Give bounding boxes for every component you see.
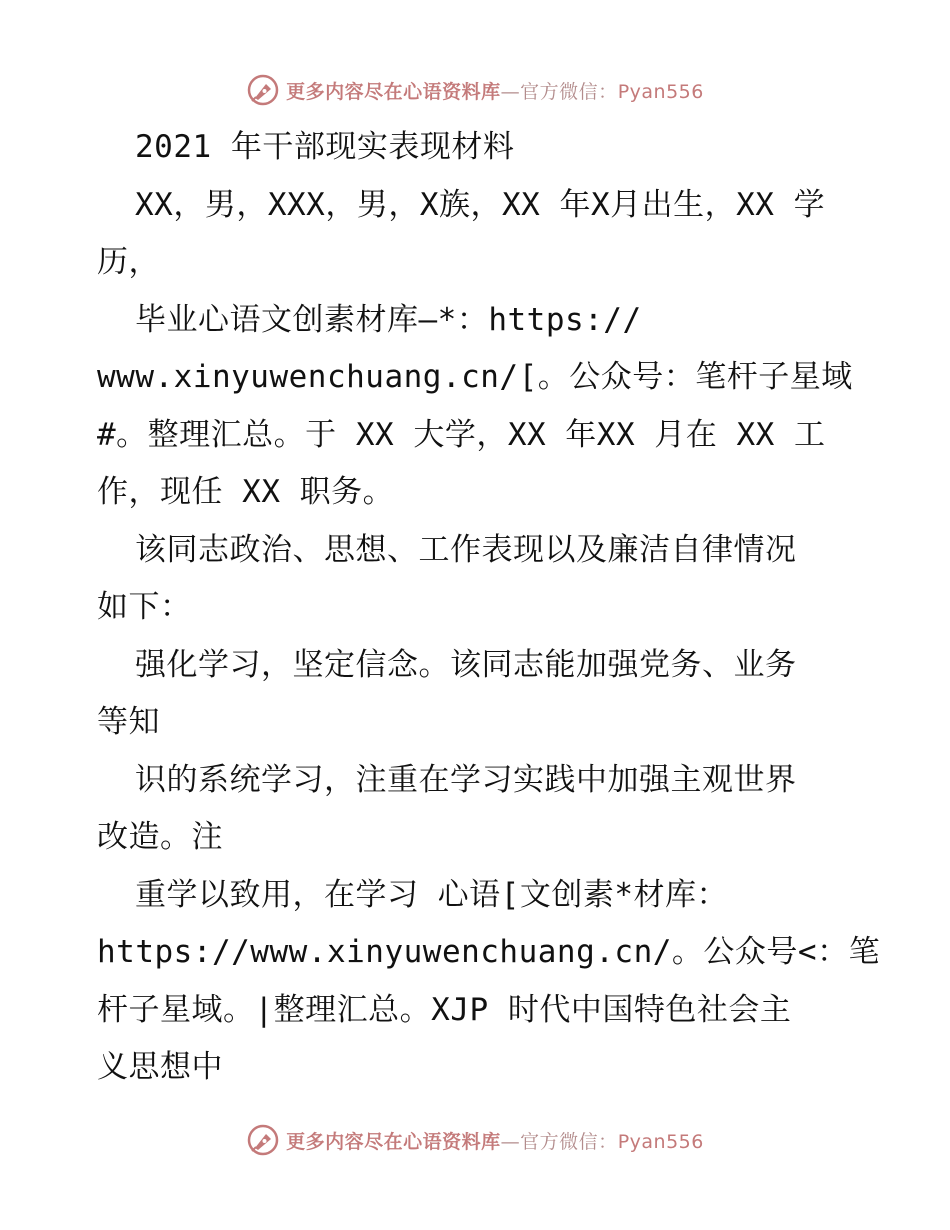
text-line: 如下： xyxy=(97,589,192,625)
text-line: 毕业心语文创素材库—*：https:// xyxy=(135,301,642,338)
text-line: 该同志政治、思想、工作表现以及廉洁自律情况 xyxy=(135,531,797,568)
text-line: #。整理汇总。于 XX 大学，XX 年XX 月在 XX 工 xyxy=(97,416,826,453)
footer-banner xyxy=(0,1122,950,1158)
banner-slogan: 更多内容尽在心语资料库 xyxy=(286,80,501,103)
banner-wechat-label: 官方微信： xyxy=(520,1130,618,1153)
text-line: 杆子星域。|整理汇总。XJP 时代中国特色社会主 xyxy=(97,991,792,1028)
text-line: XX，男，XXX，男，X族，XX 年X月出生，XX 学 xyxy=(135,186,826,223)
banner-text xyxy=(286,1127,704,1154)
banner-wechat-id: Pyan556 xyxy=(617,1130,704,1153)
text-line: www.xinyuwenchuang.cn/[。公众号：笔杆子星域 xyxy=(97,359,853,395)
text-line: 等知 xyxy=(97,704,160,740)
banner-wechat-label: 官方微信： xyxy=(520,80,618,103)
text-line: https://www.xinyuwenchuang.cn/。公众号<：笔 xyxy=(97,934,881,970)
pen-tip-logo-icon xyxy=(246,73,280,107)
text-line: 识的系统学习，注重在学习实践中加强主观世界 xyxy=(135,761,797,798)
document-body xyxy=(97,119,881,1097)
text-line: 强化学习，坚定信念。该同志能加强党务、业务 xyxy=(135,646,797,683)
text-line: 义思想中 xyxy=(97,1049,223,1085)
banner-wechat-id: Pyan556 xyxy=(617,80,704,103)
header-banner xyxy=(0,72,950,108)
banner-dash: — xyxy=(500,80,521,103)
banner-dash: — xyxy=(500,1130,521,1153)
pen-tip-logo-icon xyxy=(246,1123,280,1157)
banner-slogan: 更多内容尽在心语资料库 xyxy=(286,1130,501,1153)
text-line: 重学以致用，在学习 心语[文创素*材库： xyxy=(135,876,728,913)
text-line: 作，现任 XX 职务。 xyxy=(97,474,395,510)
text-line: 历， xyxy=(97,244,160,280)
document-title: 2021 年干部现实表现材料 xyxy=(135,129,515,165)
text-line: 改造。注 xyxy=(97,819,223,855)
banner-text xyxy=(286,77,704,104)
